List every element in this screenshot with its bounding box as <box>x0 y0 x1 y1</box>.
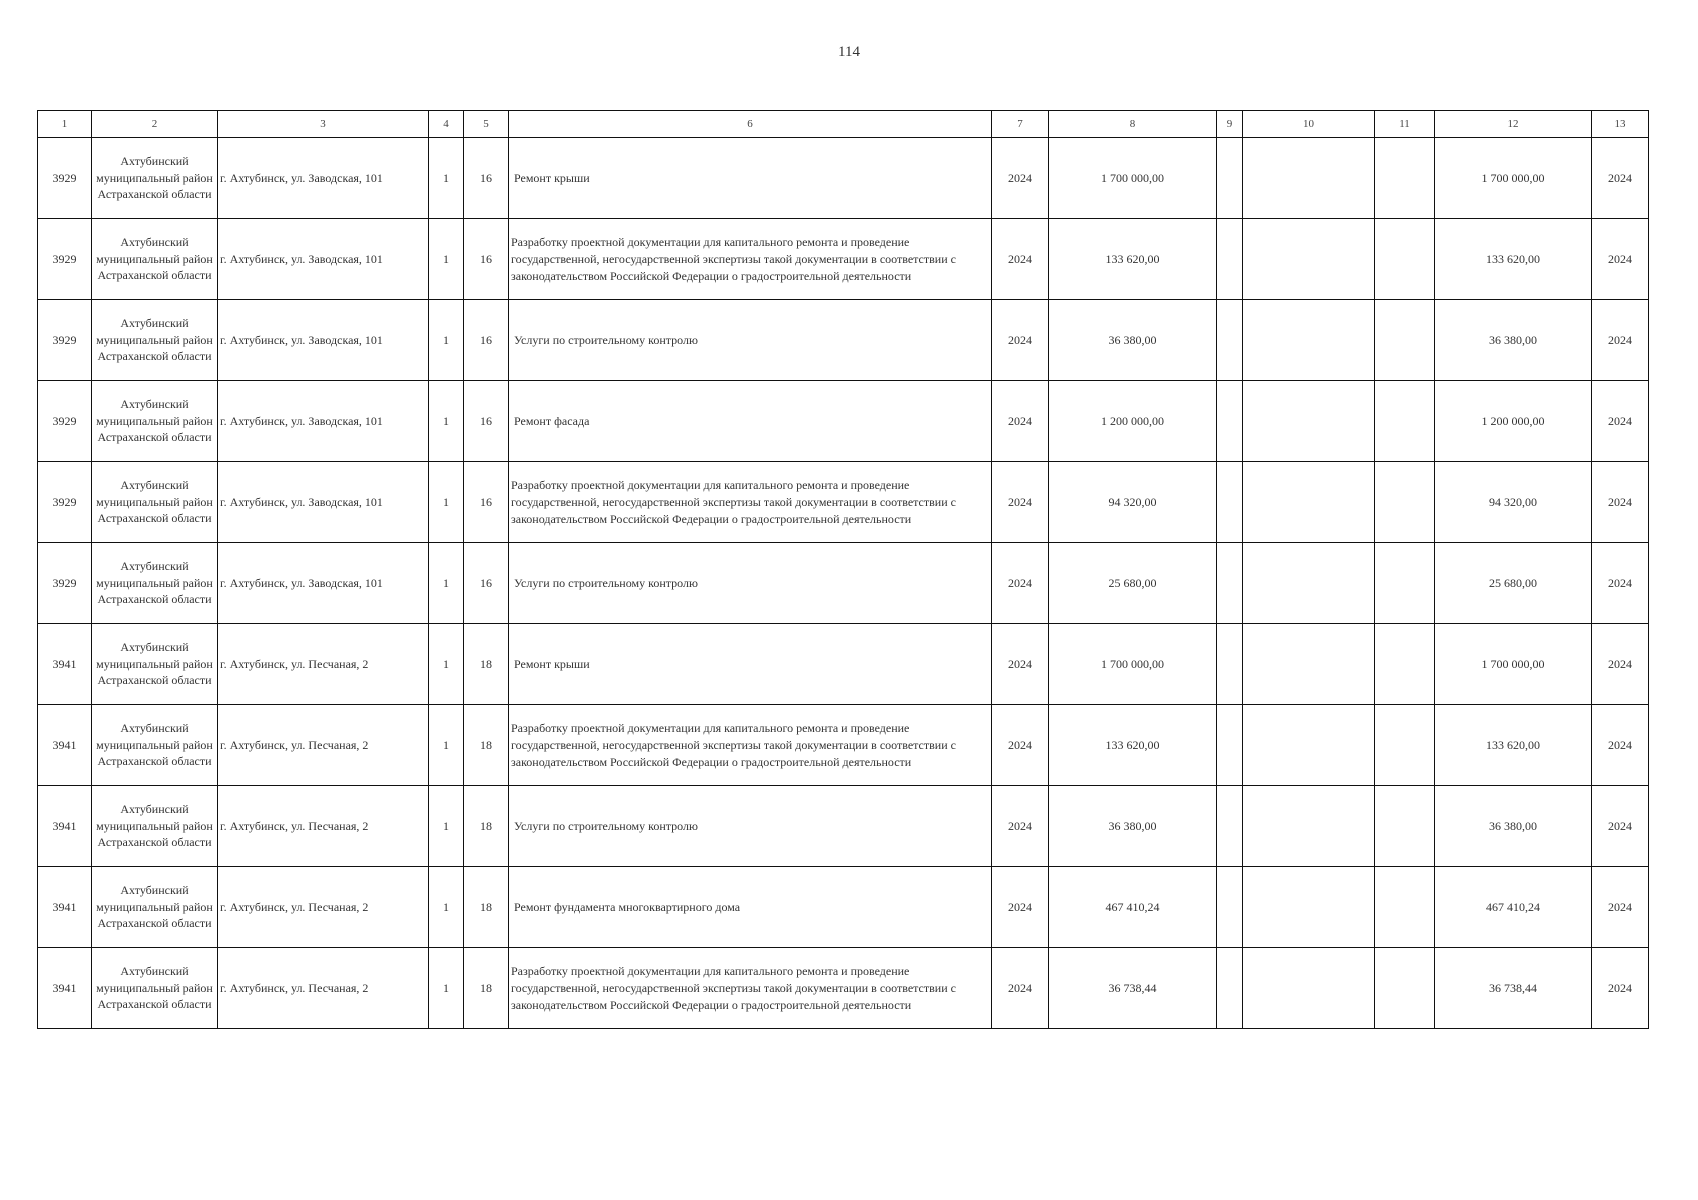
cell-house-id: 3941 <box>38 705 92 786</box>
cell-col5: 16 <box>464 543 509 624</box>
cell-year: 2024 <box>992 138 1049 219</box>
cell-house-id: 3941 <box>38 786 92 867</box>
cell-work-type: Услуги по строительному контролю <box>509 543 992 624</box>
cell-work-type: Ремонт крыши <box>509 624 992 705</box>
cell-fund-cost: 1 700 000,00 <box>1435 138 1592 219</box>
cell-address: г. Ахтубинск, ул. Песчаная, 2 <box>218 705 429 786</box>
cell-total-cost: 467 410,24 <box>1049 867 1217 948</box>
cell-col4: 1 <box>429 948 464 1029</box>
column-header: 2 <box>92 111 218 138</box>
cell-year: 2024 <box>992 219 1049 300</box>
cell-end-year: 2024 <box>1592 705 1649 786</box>
cell-address: г. Ахтубинск, ул. Заводская, 101 <box>218 543 429 624</box>
cell-col11 <box>1375 381 1435 462</box>
cell-col4: 1 <box>429 219 464 300</box>
table-row <box>38 705 1649 786</box>
cell-col5: 18 <box>464 948 509 1029</box>
cell-address: г. Ахтубинск, ул. Заводская, 101 <box>218 381 429 462</box>
column-header: 12 <box>1435 111 1592 138</box>
cell-fund-cost: 133 620,00 <box>1435 705 1592 786</box>
cell-municipality: Ахтубинский муниципальный район Астраханской области <box>92 624 218 705</box>
cell-col5: 16 <box>464 219 509 300</box>
cell-col4: 1 <box>429 381 464 462</box>
cell-end-year: 2024 <box>1592 867 1649 948</box>
cell-municipality: Ахтубинский муниципальный район Астраханской области <box>92 381 218 462</box>
cell-year: 2024 <box>992 462 1049 543</box>
table-row <box>38 381 1649 462</box>
cell-col5: 18 <box>464 624 509 705</box>
cell-col5: 16 <box>464 300 509 381</box>
cell-col9 <box>1217 948 1243 1029</box>
cell-total-cost: 36 380,00 <box>1049 300 1217 381</box>
column-header: 6 <box>509 111 992 138</box>
cell-fund-cost: 1 200 000,00 <box>1435 381 1592 462</box>
cell-col11 <box>1375 948 1435 1029</box>
cell-fund-cost: 25 680,00 <box>1435 543 1592 624</box>
cell-work-type: Услуги по строительному контролю <box>509 786 992 867</box>
cell-col10 <box>1243 705 1375 786</box>
cell-col11 <box>1375 300 1435 381</box>
column-header: 10 <box>1243 111 1375 138</box>
cell-col10 <box>1243 867 1375 948</box>
cell-col4: 1 <box>429 543 464 624</box>
cell-work-type: Ремонт фундамента многоквартирного дома <box>509 867 992 948</box>
cell-col9 <box>1217 462 1243 543</box>
column-header: 4 <box>429 111 464 138</box>
cell-col5: 16 <box>464 138 509 219</box>
cell-col9 <box>1217 219 1243 300</box>
cell-col4: 1 <box>429 867 464 948</box>
cell-municipality: Ахтубинский муниципальный район Астраханской области <box>92 867 218 948</box>
cell-house-id: 3929 <box>38 300 92 381</box>
cell-house-id: 3929 <box>38 219 92 300</box>
cell-work-type: Разработку проектной документации для капитального ремонта и проведение государственной, негосударственной экспертизы такой документации в соответствии с законодательством Российской Федерации о градостроительной деятельности <box>509 219 992 300</box>
cell-col9 <box>1217 381 1243 462</box>
cell-col10 <box>1243 381 1375 462</box>
cell-house-id: 3929 <box>38 138 92 219</box>
page-number: 114 <box>838 44 860 60</box>
table-row <box>38 300 1649 381</box>
cell-work-type: Услуги по строительному контролю <box>509 300 992 381</box>
cell-col11 <box>1375 624 1435 705</box>
cell-house-id: 3929 <box>38 462 92 543</box>
cell-house-id: 3929 <box>38 381 92 462</box>
cell-end-year: 2024 <box>1592 138 1649 219</box>
table-row <box>38 948 1649 1029</box>
cell-col5: 18 <box>464 786 509 867</box>
cell-col10 <box>1243 948 1375 1029</box>
column-header: 3 <box>218 111 429 138</box>
table-row <box>38 462 1649 543</box>
cell-house-id: 3941 <box>38 948 92 1029</box>
cell-year: 2024 <box>992 867 1049 948</box>
column-header: 8 <box>1049 111 1217 138</box>
cell-total-cost: 36 738,44 <box>1049 948 1217 1029</box>
cell-col9 <box>1217 624 1243 705</box>
column-header: 9 <box>1217 111 1243 138</box>
cell-address: г. Ахтубинск, ул. Заводская, 101 <box>218 300 429 381</box>
cell-year: 2024 <box>992 300 1049 381</box>
cell-end-year: 2024 <box>1592 300 1649 381</box>
capital-repair-table <box>37 110 1649 1029</box>
cell-col5: 16 <box>464 462 509 543</box>
table-row <box>38 138 1649 219</box>
cell-col9 <box>1217 786 1243 867</box>
table-row <box>38 867 1649 948</box>
cell-fund-cost: 36 738,44 <box>1435 948 1592 1029</box>
table-row <box>38 543 1649 624</box>
cell-year: 2024 <box>992 381 1049 462</box>
cell-col4: 1 <box>429 138 464 219</box>
cell-col10 <box>1243 786 1375 867</box>
cell-col10 <box>1243 462 1375 543</box>
cell-col10 <box>1243 543 1375 624</box>
cell-col5: 18 <box>464 705 509 786</box>
cell-end-year: 2024 <box>1592 786 1649 867</box>
cell-col9 <box>1217 138 1243 219</box>
cell-col4: 1 <box>429 786 464 867</box>
cell-col4: 1 <box>429 462 464 543</box>
cell-fund-cost: 36 380,00 <box>1435 300 1592 381</box>
cell-col9 <box>1217 705 1243 786</box>
cell-work-type: Разработку проектной документации для капитального ремонта и проведение государственной, негосударственной экспертизы такой документации в соответствии с законодательством Российской Федерации о градостроительной деятельности <box>509 462 992 543</box>
cell-municipality: Ахтубинский муниципальный район Астраханской области <box>92 543 218 624</box>
cell-year: 2024 <box>992 948 1049 1029</box>
cell-col5: 16 <box>464 381 509 462</box>
cell-col11 <box>1375 867 1435 948</box>
cell-col11 <box>1375 543 1435 624</box>
cell-fund-cost: 133 620,00 <box>1435 219 1592 300</box>
cell-house-id: 3941 <box>38 624 92 705</box>
cell-fund-cost: 467 410,24 <box>1435 867 1592 948</box>
column-header: 5 <box>464 111 509 138</box>
cell-end-year: 2024 <box>1592 624 1649 705</box>
cell-total-cost: 133 620,00 <box>1049 705 1217 786</box>
cell-end-year: 2024 <box>1592 219 1649 300</box>
table-row <box>38 624 1649 705</box>
cell-fund-cost: 1 700 000,00 <box>1435 624 1592 705</box>
cell-year: 2024 <box>992 624 1049 705</box>
cell-col11 <box>1375 462 1435 543</box>
cell-col5: 18 <box>464 867 509 948</box>
cell-municipality: Ахтубинский муниципальный район Астраханской области <box>92 219 218 300</box>
cell-address: г. Ахтубинск, ул. Заводская, 101 <box>218 138 429 219</box>
column-header: 11 <box>1375 111 1435 138</box>
cell-total-cost: 94 320,00 <box>1049 462 1217 543</box>
cell-fund-cost: 36 380,00 <box>1435 786 1592 867</box>
cell-year: 2024 <box>992 705 1049 786</box>
cell-col11 <box>1375 786 1435 867</box>
cell-total-cost: 133 620,00 <box>1049 219 1217 300</box>
cell-end-year: 2024 <box>1592 543 1649 624</box>
cell-address: г. Ахтубинск, ул. Заводская, 101 <box>218 219 429 300</box>
cell-work-type: Разработку проектной документации для капитального ремонта и проведение государственной, негосударственной экспертизы такой документации в соответствии с законодательством Российской Федерации о градостроительной деятельности <box>509 948 992 1029</box>
cell-municipality: Ахтубинский муниципальный район Астраханской области <box>92 786 218 867</box>
header-row <box>38 111 1649 138</box>
cell-col11 <box>1375 138 1435 219</box>
cell-address: г. Ахтубинск, ул. Песчаная, 2 <box>218 624 429 705</box>
cell-municipality: Ахтубинский муниципальный район Астраханской области <box>92 300 218 381</box>
cell-municipality: Ахтубинский муниципальный район Астраханской области <box>92 948 218 1029</box>
column-header: 7 <box>992 111 1049 138</box>
table-row <box>38 219 1649 300</box>
cell-address: г. Ахтубинск, ул. Заводская, 101 <box>218 462 429 543</box>
cell-col11 <box>1375 219 1435 300</box>
cell-total-cost: 36 380,00 <box>1049 786 1217 867</box>
cell-year: 2024 <box>992 543 1049 624</box>
cell-total-cost: 1 700 000,00 <box>1049 138 1217 219</box>
column-header: 13 <box>1592 111 1649 138</box>
cell-work-type: Ремонт фасада <box>509 381 992 462</box>
cell-total-cost: 1 700 000,00 <box>1049 624 1217 705</box>
cell-col9 <box>1217 543 1243 624</box>
cell-work-type: Разработку проектной документации для капитального ремонта и проведение государственной, негосударственной экспертизы такой документации в соответствии с законодательством Российской Федерации о градостроительной деятельности <box>509 705 992 786</box>
cell-municipality: Ахтубинский муниципальный район Астраханской области <box>92 462 218 543</box>
cell-col10 <box>1243 300 1375 381</box>
cell-col4: 1 <box>429 624 464 705</box>
cell-year: 2024 <box>992 786 1049 867</box>
cell-col4: 1 <box>429 300 464 381</box>
cell-end-year: 2024 <box>1592 462 1649 543</box>
cell-col9 <box>1217 867 1243 948</box>
cell-address: г. Ахтубинск, ул. Песчаная, 2 <box>218 867 429 948</box>
cell-total-cost: 1 200 000,00 <box>1049 381 1217 462</box>
cell-total-cost: 25 680,00 <box>1049 543 1217 624</box>
cell-col10 <box>1243 138 1375 219</box>
cell-col10 <box>1243 219 1375 300</box>
column-header: 1 <box>38 111 92 138</box>
cell-col10 <box>1243 624 1375 705</box>
cell-end-year: 2024 <box>1592 381 1649 462</box>
cell-house-id: 3929 <box>38 543 92 624</box>
cell-fund-cost: 94 320,00 <box>1435 462 1592 543</box>
cell-address: г. Ахтубинск, ул. Песчаная, 2 <box>218 786 429 867</box>
cell-address: г. Ахтубинск, ул. Песчаная, 2 <box>218 948 429 1029</box>
cell-col9 <box>1217 300 1243 381</box>
cell-house-id: 3941 <box>38 867 92 948</box>
cell-col4: 1 <box>429 705 464 786</box>
cell-end-year: 2024 <box>1592 948 1649 1029</box>
cell-col11 <box>1375 705 1435 786</box>
cell-work-type: Ремонт крыши <box>509 138 992 219</box>
cell-municipality: Ахтубинский муниципальный район Астраханской области <box>92 138 218 219</box>
cell-municipality: Ахтубинский муниципальный район Астраханской области <box>92 705 218 786</box>
table-row <box>38 786 1649 867</box>
